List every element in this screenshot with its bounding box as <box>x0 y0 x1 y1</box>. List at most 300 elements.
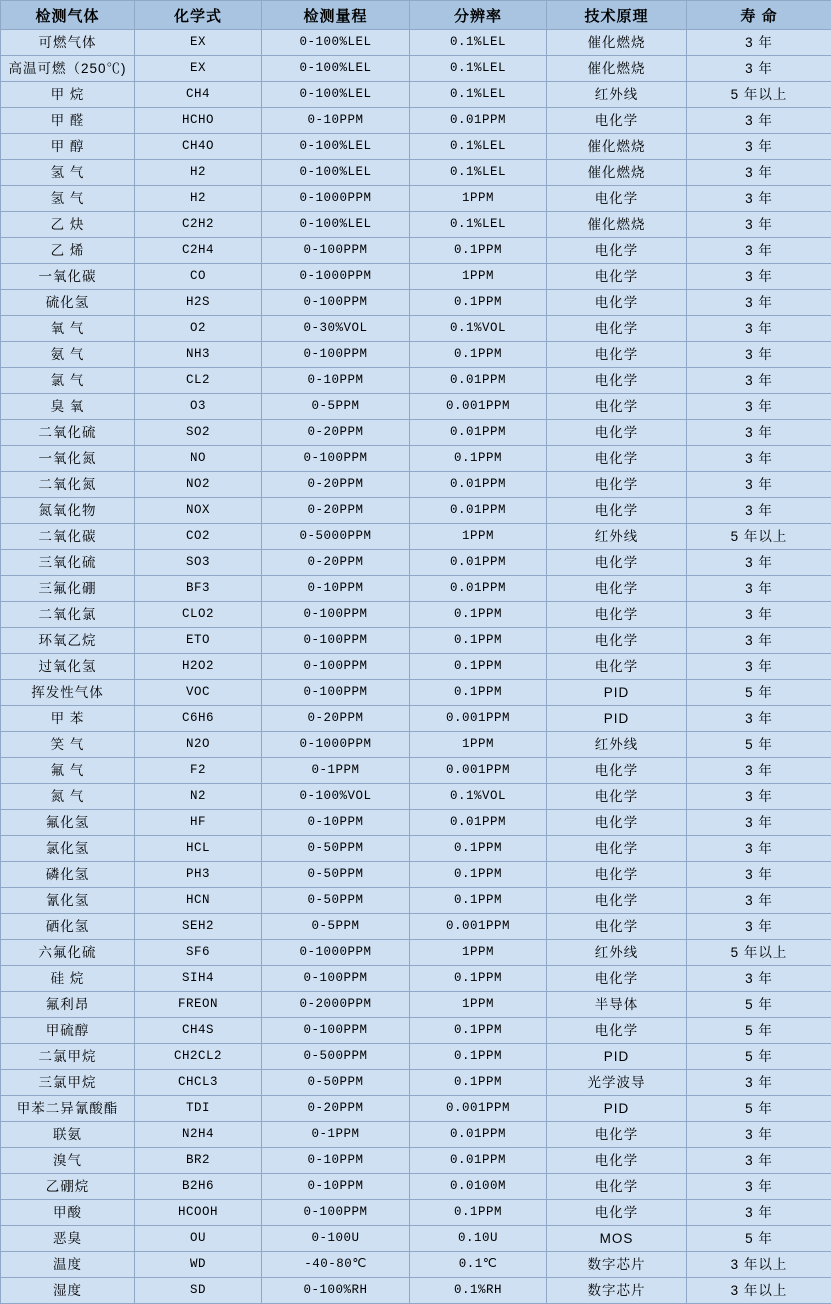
table-row <box>1 888 831 914</box>
cell-technology: 电化学 <box>547 1122 687 1148</box>
cell-resolution: 0.0100M <box>410 1174 547 1200</box>
cell-gas-name: 二氧化碳 <box>1 524 135 550</box>
cell-technology: 催化燃烧 <box>547 30 687 56</box>
table-row <box>1 30 831 56</box>
cell-lifetime: 3 年 <box>687 134 831 160</box>
cell-chemical-formula: C6H6 <box>135 706 262 732</box>
cell-gas-name: 甲 烷 <box>1 82 135 108</box>
cell-chemical-formula: CO2 <box>135 524 262 550</box>
cell-detection-range: 0-100PPM <box>262 290 410 316</box>
cell-chemical-formula: EX <box>135 30 262 56</box>
cell-gas-name: 氢 气 <box>1 160 135 186</box>
cell-technology: 电化学 <box>547 1174 687 1200</box>
cell-technology: 电化学 <box>547 186 687 212</box>
cell-chemical-formula: O2 <box>135 316 262 342</box>
cell-technology: 催化燃烧 <box>547 212 687 238</box>
cell-detection-range: 0-5PPM <box>262 914 410 940</box>
cell-detection-range: 0-1PPM <box>262 758 410 784</box>
cell-resolution: 0.01PPM <box>410 368 547 394</box>
cell-lifetime: 3 年 <box>687 602 831 628</box>
cell-resolution: 0.1%LEL <box>410 160 547 186</box>
cell-detection-range: 0-50PPM <box>262 862 410 888</box>
cell-gas-name: 氟化氢 <box>1 810 135 836</box>
table-row <box>1 550 831 576</box>
cell-gas-name: 二氧化氯 <box>1 602 135 628</box>
cell-gas-name: 乙 炔 <box>1 212 135 238</box>
cell-detection-range: 0-100%LEL <box>262 160 410 186</box>
cell-chemical-formula: BF3 <box>135 576 262 602</box>
cell-chemical-formula: NO <box>135 446 262 472</box>
cell-gas-name: 氟利昂 <box>1 992 135 1018</box>
cell-resolution: 0.001PPM <box>410 758 547 784</box>
table-row <box>1 862 831 888</box>
cell-chemical-formula: SD <box>135 1278 262 1304</box>
cell-lifetime: 5 年 <box>687 1226 831 1252</box>
cell-technology: 红外线 <box>547 82 687 108</box>
cell-detection-range: 0-100PPM <box>262 238 410 264</box>
cell-chemical-formula: VOC <box>135 680 262 706</box>
cell-detection-range: 0-100PPM <box>262 680 410 706</box>
cell-lifetime: 5 年 <box>687 1018 831 1044</box>
cell-resolution: 0.1PPM <box>410 1018 547 1044</box>
table-row <box>1 1200 831 1226</box>
cell-chemical-formula: SEH2 <box>135 914 262 940</box>
cell-chemical-formula: HCOOH <box>135 1200 262 1226</box>
cell-technology: 电化学 <box>547 1200 687 1226</box>
column-header-resolution: 分辨率 <box>410 1 547 30</box>
cell-detection-range: 0-20PPM <box>262 550 410 576</box>
cell-technology: 电化学 <box>547 654 687 680</box>
cell-detection-range: 0-10PPM <box>262 108 410 134</box>
cell-gas-name: 硒化氢 <box>1 914 135 940</box>
cell-chemical-formula: CH4O <box>135 134 262 160</box>
cell-gas-name: 温度 <box>1 1252 135 1278</box>
cell-resolution: 0.1PPM <box>410 654 547 680</box>
cell-detection-range: 0-5PPM <box>262 394 410 420</box>
cell-detection-range: 0-1000PPM <box>262 264 410 290</box>
cell-detection-range: 0-50PPM <box>262 888 410 914</box>
table-row <box>1 186 831 212</box>
cell-technology: 电化学 <box>547 238 687 264</box>
table-row <box>1 342 831 368</box>
table-row <box>1 810 831 836</box>
cell-resolution: 0.1PPM <box>410 862 547 888</box>
table-row <box>1 602 831 628</box>
cell-technology: 电化学 <box>547 316 687 342</box>
cell-technology: 电化学 <box>547 550 687 576</box>
cell-resolution: 0.01PPM <box>410 576 547 602</box>
cell-chemical-formula: CHCL3 <box>135 1070 262 1096</box>
cell-technology: 电化学 <box>547 602 687 628</box>
cell-technology: 电化学 <box>547 914 687 940</box>
cell-chemical-formula: SIH4 <box>135 966 262 992</box>
cell-lifetime: 3 年 <box>687 914 831 940</box>
cell-technology: 电化学 <box>547 862 687 888</box>
cell-technology: 红外线 <box>547 940 687 966</box>
table-row <box>1 472 831 498</box>
table-row <box>1 1044 831 1070</box>
cell-resolution: 0.1PPM <box>410 290 547 316</box>
table-row <box>1 940 831 966</box>
cell-gas-name: 甲 醛 <box>1 108 135 134</box>
cell-technology: 电化学 <box>547 1148 687 1174</box>
cell-detection-range: 0-100PPM <box>262 446 410 472</box>
cell-resolution: 0.001PPM <box>410 914 547 940</box>
cell-technology: 电化学 <box>547 342 687 368</box>
cell-chemical-formula: N2 <box>135 784 262 810</box>
table-row <box>1 420 831 446</box>
cell-detection-range: 0-100PPM <box>262 628 410 654</box>
cell-resolution: 1PPM <box>410 264 547 290</box>
cell-technology: 电化学 <box>547 576 687 602</box>
cell-lifetime: 3 年 <box>687 758 831 784</box>
cell-technology: 电化学 <box>547 498 687 524</box>
cell-chemical-formula: NOX <box>135 498 262 524</box>
cell-technology: 催化燃烧 <box>547 134 687 160</box>
cell-resolution: 0.1PPM <box>410 446 547 472</box>
cell-chemical-formula: HCN <box>135 888 262 914</box>
cell-resolution: 0.001PPM <box>410 1096 547 1122</box>
cell-lifetime: 3 年 <box>687 446 831 472</box>
cell-chemical-formula: CLO2 <box>135 602 262 628</box>
cell-technology: PID <box>547 1096 687 1122</box>
table-header-row <box>1 1 831 30</box>
cell-chemical-formula: SO3 <box>135 550 262 576</box>
cell-detection-range: -40-80℃ <box>262 1252 410 1278</box>
cell-chemical-formula: NH3 <box>135 342 262 368</box>
cell-resolution: 0.01PPM <box>410 498 547 524</box>
cell-chemical-formula: N2H4 <box>135 1122 262 1148</box>
table-row <box>1 992 831 1018</box>
cell-resolution: 0.1PPM <box>410 1200 547 1226</box>
cell-gas-name: 二氯甲烷 <box>1 1044 135 1070</box>
cell-resolution: 0.1PPM <box>410 342 547 368</box>
table-row <box>1 1226 831 1252</box>
cell-gas-name: 臭 氧 <box>1 394 135 420</box>
table-row <box>1 394 831 420</box>
cell-lifetime: 3 年 <box>687 316 831 342</box>
cell-lifetime: 5 年以上 <box>687 940 831 966</box>
cell-gas-name: 氰化氢 <box>1 888 135 914</box>
cell-detection-range: 0-100PPM <box>262 1018 410 1044</box>
cell-lifetime: 5 年 <box>687 732 831 758</box>
cell-chemical-formula: HCHO <box>135 108 262 134</box>
cell-lifetime: 3 年 <box>687 56 831 82</box>
cell-technology: 电化学 <box>547 810 687 836</box>
table-row <box>1 160 831 186</box>
cell-technology: 红外线 <box>547 732 687 758</box>
cell-gas-name: 环氧乙烷 <box>1 628 135 654</box>
table-row <box>1 1096 831 1122</box>
cell-gas-name: 溴气 <box>1 1148 135 1174</box>
cell-detection-range: 0-100%LEL <box>262 56 410 82</box>
cell-resolution: 1PPM <box>410 732 547 758</box>
cell-gas-name: 高温可燃（250℃) <box>1 56 135 82</box>
cell-lifetime: 3 年 <box>687 30 831 56</box>
cell-lifetime: 5 年 <box>687 680 831 706</box>
cell-resolution: 0.1%LEL <box>410 56 547 82</box>
cell-gas-name: 氮氧化物 <box>1 498 135 524</box>
table-body <box>1 30 831 1304</box>
cell-chemical-formula: TDI <box>135 1096 262 1122</box>
cell-chemical-formula: OU <box>135 1226 262 1252</box>
cell-resolution: 0.01PPM <box>410 1122 547 1148</box>
cell-chemical-formula: CH2CL2 <box>135 1044 262 1070</box>
cell-resolution: 0.1PPM <box>410 628 547 654</box>
table-row <box>1 212 831 238</box>
cell-detection-range: 0-1000PPM <box>262 732 410 758</box>
cell-detection-range: 0-10PPM <box>262 810 410 836</box>
cell-resolution: 0.01PPM <box>410 810 547 836</box>
cell-detection-range: 0-1000PPM <box>262 940 410 966</box>
cell-detection-range: 0-100%VOL <box>262 784 410 810</box>
cell-gas-name: 硅 烷 <box>1 966 135 992</box>
cell-lifetime: 3 年以上 <box>687 1252 831 1278</box>
cell-technology: 电化学 <box>547 420 687 446</box>
cell-chemical-formula: SF6 <box>135 940 262 966</box>
cell-technology: 电化学 <box>547 784 687 810</box>
cell-detection-range: 0-20PPM <box>262 498 410 524</box>
cell-resolution: 1PPM <box>410 186 547 212</box>
cell-technology: 电化学 <box>547 966 687 992</box>
cell-lifetime: 3 年 <box>687 862 831 888</box>
cell-resolution: 0.1%LEL <box>410 30 547 56</box>
cell-lifetime: 3 年 <box>687 212 831 238</box>
cell-gas-name: 甲酸 <box>1 1200 135 1226</box>
cell-detection-range: 0-100PPM <box>262 342 410 368</box>
cell-resolution: 0.1%RH <box>410 1278 547 1304</box>
cell-lifetime: 3 年 <box>687 1122 831 1148</box>
cell-chemical-formula: CO <box>135 264 262 290</box>
cell-detection-range: 0-5000PPM <box>262 524 410 550</box>
cell-gas-name: 三氧化硫 <box>1 550 135 576</box>
table-row <box>1 628 831 654</box>
cell-chemical-formula: F2 <box>135 758 262 784</box>
cell-resolution: 0.1PPM <box>410 1044 547 1070</box>
cell-technology: PID <box>547 680 687 706</box>
cell-detection-range: 0-100PPM <box>262 966 410 992</box>
cell-detection-range: 0-30%VOL <box>262 316 410 342</box>
table-row <box>1 82 831 108</box>
cell-resolution: 0.1%LEL <box>410 212 547 238</box>
table-row <box>1 498 831 524</box>
cell-technology: 数字芯片 <box>547 1278 687 1304</box>
cell-gas-name: 氢 气 <box>1 186 135 212</box>
cell-technology: 催化燃烧 <box>547 160 687 186</box>
cell-gas-name: 乙 烯 <box>1 238 135 264</box>
table-row <box>1 1070 831 1096</box>
cell-detection-range: 0-50PPM <box>262 836 410 862</box>
cell-resolution: 0.1PPM <box>410 602 547 628</box>
cell-lifetime: 3 年 <box>687 1174 831 1200</box>
cell-gas-name: 恶臭 <box>1 1226 135 1252</box>
cell-chemical-formula: ETO <box>135 628 262 654</box>
cell-gas-name: 氧 气 <box>1 316 135 342</box>
cell-detection-range: 0-100%LEL <box>262 134 410 160</box>
table-row <box>1 1148 831 1174</box>
column-header-technology: 技术原理 <box>547 1 687 30</box>
table-row <box>1 264 831 290</box>
cell-gas-name: 笑 气 <box>1 732 135 758</box>
cell-chemical-formula: FREON <box>135 992 262 1018</box>
table-row <box>1 1174 831 1200</box>
cell-gas-name: 甲 苯 <box>1 706 135 732</box>
cell-lifetime: 5 年以上 <box>687 524 831 550</box>
table-row <box>1 108 831 134</box>
table-row <box>1 1018 831 1044</box>
cell-lifetime: 3 年以上 <box>687 1278 831 1304</box>
cell-resolution: 0.001PPM <box>410 706 547 732</box>
column-header-range: 检测量程 <box>262 1 410 30</box>
cell-technology: 电化学 <box>547 368 687 394</box>
cell-gas-name: 可燃气体 <box>1 30 135 56</box>
cell-lifetime: 3 年 <box>687 186 831 212</box>
cell-resolution: 0.001PPM <box>410 394 547 420</box>
cell-gas-name: 过氧化氢 <box>1 654 135 680</box>
cell-chemical-formula: H2O2 <box>135 654 262 680</box>
cell-lifetime: 3 年 <box>687 966 831 992</box>
cell-detection-range: 0-2000PPM <box>262 992 410 1018</box>
cell-lifetime: 3 年 <box>687 290 831 316</box>
cell-chemical-formula: CH4 <box>135 82 262 108</box>
cell-lifetime: 3 年 <box>687 394 831 420</box>
cell-technology: 电化学 <box>547 1018 687 1044</box>
table-row <box>1 1122 831 1148</box>
cell-technology: 红外线 <box>547 524 687 550</box>
table-header <box>1 1 831 30</box>
table-row <box>1 836 831 862</box>
cell-resolution: 1PPM <box>410 524 547 550</box>
cell-resolution: 0.1PPM <box>410 238 547 264</box>
cell-technology: 电化学 <box>547 472 687 498</box>
cell-gas-name: 氟 气 <box>1 758 135 784</box>
cell-detection-range: 0-20PPM <box>262 1096 410 1122</box>
cell-detection-range: 0-1PPM <box>262 1122 410 1148</box>
cell-lifetime: 3 年 <box>687 784 831 810</box>
cell-chemical-formula: SO2 <box>135 420 262 446</box>
cell-chemical-formula: N2O <box>135 732 262 758</box>
cell-technology: PID <box>547 1044 687 1070</box>
table-row <box>1 654 831 680</box>
cell-chemical-formula: BR2 <box>135 1148 262 1174</box>
cell-detection-range: 0-100PPM <box>262 1200 410 1226</box>
column-header-lifetime: 寿 命 <box>687 1 831 30</box>
table-row <box>1 524 831 550</box>
cell-detection-range: 0-100%LEL <box>262 212 410 238</box>
cell-chemical-formula: EX <box>135 56 262 82</box>
table-row <box>1 1278 831 1304</box>
cell-lifetime: 3 年 <box>687 420 831 446</box>
cell-lifetime: 3 年 <box>687 888 831 914</box>
cell-resolution: 0.1%LEL <box>410 134 547 160</box>
table-row <box>1 446 831 472</box>
cell-chemical-formula: HCL <box>135 836 262 862</box>
cell-lifetime: 3 年 <box>687 576 831 602</box>
cell-detection-range: 0-100%LEL <box>262 30 410 56</box>
cell-gas-name: 挥发性气体 <box>1 680 135 706</box>
cell-detection-range: 0-100%LEL <box>262 82 410 108</box>
cell-technology: 催化燃烧 <box>547 56 687 82</box>
cell-lifetime: 3 年 <box>687 1148 831 1174</box>
table-row <box>1 290 831 316</box>
cell-gas-name: 磷化氢 <box>1 862 135 888</box>
cell-resolution: 0.1%VOL <box>410 316 547 342</box>
table-row <box>1 1252 831 1278</box>
cell-lifetime: 3 年 <box>687 238 831 264</box>
cell-technology: 电化学 <box>547 290 687 316</box>
cell-technology: 电化学 <box>547 888 687 914</box>
cell-chemical-formula: WD <box>135 1252 262 1278</box>
cell-chemical-formula: HF <box>135 810 262 836</box>
cell-resolution: 0.01PPM <box>410 420 547 446</box>
cell-chemical-formula: H2S <box>135 290 262 316</box>
cell-resolution: 0.1PPM <box>410 836 547 862</box>
table-row <box>1 56 831 82</box>
cell-lifetime: 3 年 <box>687 836 831 862</box>
cell-lifetime: 3 年 <box>687 498 831 524</box>
cell-technology: 电化学 <box>547 628 687 654</box>
cell-detection-range: 0-10PPM <box>262 576 410 602</box>
table-row <box>1 758 831 784</box>
cell-lifetime: 3 年 <box>687 1070 831 1096</box>
cell-gas-name: 一氧化碳 <box>1 264 135 290</box>
cell-resolution: 0.1%LEL <box>410 82 547 108</box>
column-header-gas: 检测气体 <box>1 1 135 30</box>
table-row <box>1 576 831 602</box>
cell-lifetime: 3 年 <box>687 1200 831 1226</box>
cell-resolution: 0.1PPM <box>410 1070 547 1096</box>
cell-resolution: 0.01PPM <box>410 550 547 576</box>
cell-chemical-formula: O3 <box>135 394 262 420</box>
table-row <box>1 316 831 342</box>
table-row <box>1 134 831 160</box>
cell-gas-name: 三氟化硼 <box>1 576 135 602</box>
cell-lifetime: 3 年 <box>687 654 831 680</box>
cell-chemical-formula: B2H6 <box>135 1174 262 1200</box>
cell-gas-name: 甲硫醇 <box>1 1018 135 1044</box>
cell-technology: 电化学 <box>547 264 687 290</box>
cell-lifetime: 5 年以上 <box>687 82 831 108</box>
cell-gas-name: 氯化氢 <box>1 836 135 862</box>
column-header-formula: 化学式 <box>135 1 262 30</box>
cell-chemical-formula: C2H4 <box>135 238 262 264</box>
table-row <box>1 784 831 810</box>
cell-resolution: 0.01PPM <box>410 1148 547 1174</box>
cell-resolution: 0.01PPM <box>410 108 547 134</box>
cell-gas-name: 氯 气 <box>1 368 135 394</box>
cell-lifetime: 3 年 <box>687 342 831 368</box>
cell-gas-name: 甲 醇 <box>1 134 135 160</box>
cell-chemical-formula: NO2 <box>135 472 262 498</box>
cell-detection-range: 0-20PPM <box>262 706 410 732</box>
cell-lifetime: 3 年 <box>687 628 831 654</box>
cell-detection-range: 0-100PPM <box>262 602 410 628</box>
cell-lifetime: 3 年 <box>687 810 831 836</box>
cell-lifetime: 3 年 <box>687 160 831 186</box>
cell-detection-range: 0-10PPM <box>262 1174 410 1200</box>
cell-chemical-formula: C2H2 <box>135 212 262 238</box>
cell-detection-range: 0-20PPM <box>262 472 410 498</box>
cell-technology: 数字芯片 <box>547 1252 687 1278</box>
cell-lifetime: 5 年 <box>687 1044 831 1070</box>
cell-gas-name: 一氧化氮 <box>1 446 135 472</box>
cell-detection-range: 0-100PPM <box>262 654 410 680</box>
cell-resolution: 0.1PPM <box>410 966 547 992</box>
cell-chemical-formula: CH4S <box>135 1018 262 1044</box>
cell-gas-name: 氨 气 <box>1 342 135 368</box>
cell-technology: MOS <box>547 1226 687 1252</box>
cell-lifetime: 3 年 <box>687 108 831 134</box>
